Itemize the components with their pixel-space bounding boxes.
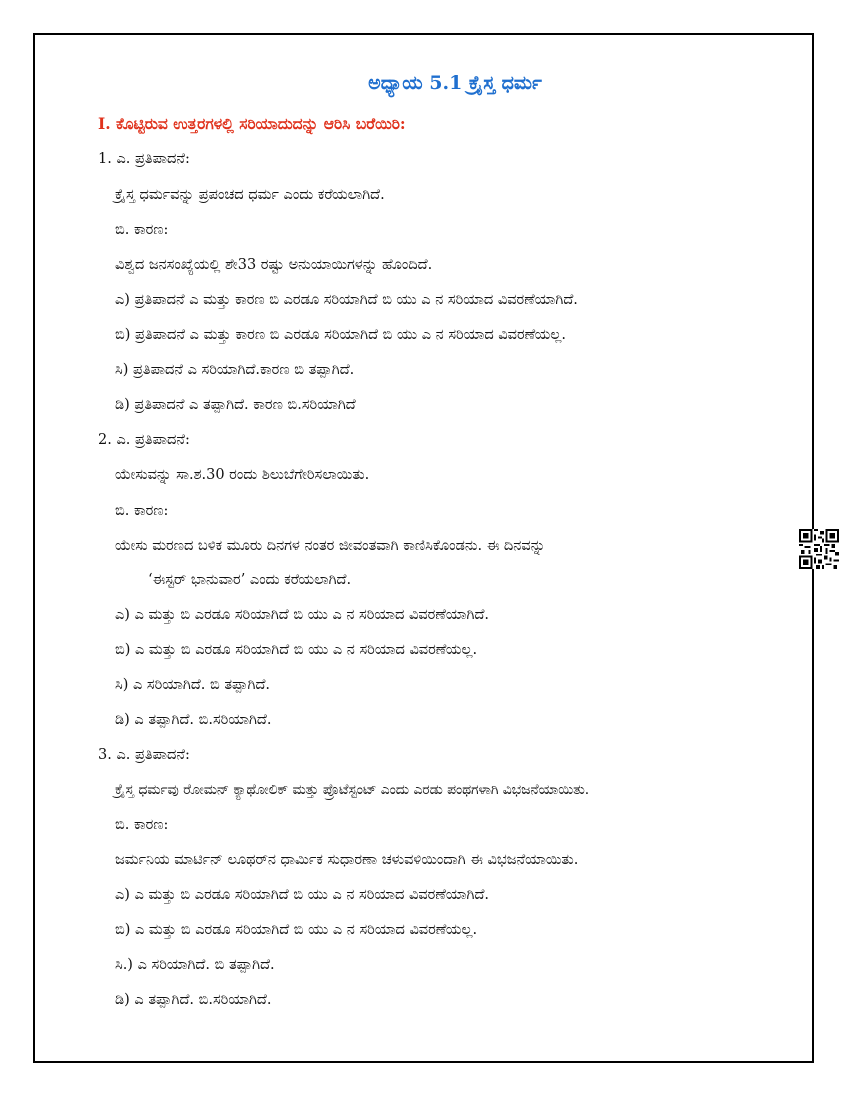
question-1-option-c: ಸಿ) ಪ್ರತಿಪಾದನೆ ಎ ಸರಿಯಾಗಿದೆ.ಕಾರಣ ಬಿ ತಪ್ಪಾಗಿದೆ. [115, 362, 355, 378]
instruction-text: I. ಕೊಟ್ಟಿರುವ ಉತ್ತರಗಳಲ್ಲಿ ಸರಿಯಾದುದನ್ನು ಆರಿಸಿ ಬರೆಯಿರಿ: [98, 114, 406, 133]
question-3-option-d: ಡಿ) ಎ ತಪ್ಪಾಗಿದೆ. ಬಿ.ಸರಿಯಾಗಿದೆ. [115, 992, 272, 1008]
question-3-option-c: ಸಿ.) ಎ ಸರಿಯಾಗಿದೆ. ಬಿ ತಪ್ಪಾಗಿದೆ. [115, 957, 275, 973]
question-1-assertion: ಕ್ರೈಸ್ತ ಧರ್ಮವನ್ನು ಪ್ರಪಂಚದ ಧರ್ಮ ಎಂದು ಕರೆಯಲಾಗಿದೆ. [115, 187, 385, 203]
question-2-reason: ಯೇಸು ಮರಣದ ಬಳಿಕ ಮೂರು ದಿನಗಳ ನಂತರ ಜೀವಂತವಾಗಿ ಕಾಣಿಸಿಕೊಂಡನು. ಈ ದಿನವನ್ನು [115, 538, 546, 554]
question-2-reason-label: ಬಿ. ಕಾರಣ: [115, 503, 169, 519]
question-1-option-d: ಡಿ) ಪ್ರತಿಪಾದನೆ ಎ ತಪ್ಪಾಗಿದೆ. ಕಾರಣ ಬಿ.ಸರಿಯಾಗಿದೆ [115, 397, 356, 413]
question-2-option-c: ಸಿ) ಎ ಸರಿಯಾಗಿದೆ. ಬಿ ತಪ್ಪಾಗಿದೆ. [115, 677, 271, 693]
question-1-option-b: ಬಿ) ಪ್ರತಿಪಾದನೆ ಎ ಮತ್ತು ಕಾರಣ ಬಿ ಎರಡೂ ಸರಿಯಾಗಿದೆ ಬಿ ಯು ಎ ನ ಸರಿಯಾದ ವಿವರಣೆಯಲ್ಲ. [115, 327, 566, 343]
question-1-reason-label: ಬಿ. ಕಾರಣ: [115, 222, 169, 238]
question-2-option-a: ಎ) ಎ ಮತ್ತು ಬಿ ಎರಡೂ ಸರಿಯಾಗಿದೆ ಬಿ ಯು ಎ ನ ಸರಿಯಾದ ವಿವರಣೆಯಾಗಿದೆ. [115, 607, 490, 623]
chapter-title: ಅಧ್ಯಾಯ 5.1 ಕ್ರೈಸ್ತ ಧರ್ಮ [368, 72, 542, 94]
question-3-assertion: ಕ್ರೈಸ್ತ ಧರ್ಮವು ರೋಮನ್ ಕ್ಯಾಥೋಲಿಕ್ ಮತ್ತು ಪ್ರೊಟೆಸ್ಟಂಟ್ ಎಂದು ಎರಡು ಪಂಥಗಳಾಗಿ ವಿಭಜನೆಯಾಯಿತು. [115, 782, 590, 798]
question-2-option-d: ಡಿ) ಎ ತಪ್ಪಾಗಿದೆ. ಬಿ.ಸರಿಯಾಗಿದೆ. [115, 712, 272, 728]
question-3-heading: 3. ಎ. ಪ್ರತಿಪಾದನೆ: [98, 747, 190, 763]
question-2-assertion: ಯೇಸುವನ್ನು ಸಾ.ಶ.30 ರಂದು ಶಿಲುಬೆಗೇರಿಸಲಾಯಿತು. [115, 467, 370, 483]
question-3-reason: ಜರ್ಮನಿಯ ಮಾರ್ಟಿನ್ ಲೂಥರ್‌ನ ಧಾರ್ಮಿಕ ಸುಧಾರಣಾ ಚಳುವಳಿಯಿಂದಾಗಿ ಈ ವಿಭಜನೆಯಾಯಿತು. [115, 852, 579, 868]
question-2-option-b: ಬಿ) ಎ ಮತ್ತು ಬಿ ಎರಡೂ ಸರಿಯಾಗಿದೆ ಬಿ ಯು ಎ ನ ಸರಿಯಾದ ವಿವರಣೆಯಲ್ಲ. [115, 642, 478, 658]
question-1-reason: ವಿಶ್ವದ ಜನಸಂಖ್ಯೆಯಲ್ಲಿ ಶೇ33 ರಷ್ಟು ಅನುಯಾಯಿಗಳನ್ನು ಹೊಂದಿದೆ. [115, 257, 433, 273]
qr-code-icon [799, 529, 839, 569]
question-3-reason-label: ಬಿ. ಕಾರಣ: [115, 817, 169, 833]
question-1-heading: 1. ಎ. ಪ್ರತಿಪಾದನೆ: [98, 151, 190, 167]
question-2-heading: 2. ಎ. ಪ್ರತಿಪಾದನೆ: [98, 432, 190, 448]
question-1-option-a: ಎ) ಪ್ರತಿಪಾದನೆ ಎ ಮತ್ತು ಕಾರಣ ಬಿ ಎರಡೂ ಸರಿಯಾಗಿದೆ ಬಿ ಯು ಎ ನ ಸರಿಯಾದ ವಿವರಣೆಯಾಗಿದೆ. [115, 292, 578, 308]
question-3-option-b: ಬಿ) ಎ ಮತ್ತು ಬಿ ಎರಡೂ ಸರಿಯಾಗಿದೆ ಬಿ ಯು ಎ ನ ಸರಿಯಾದ ವಿವರಣೆಯಲ್ಲ. [115, 922, 478, 938]
question-2-reason-continued: ‘ಈಸ್ಟರ್ ಭಾನುವಾರ’ ಎಂದು ಕರೆಯಲಾಗಿದೆ. [148, 572, 352, 588]
question-3-option-a: ಎ) ಎ ಮತ್ತು ಬಿ ಎರಡೂ ಸರಿಯಾಗಿದೆ ಬಿ ಯು ಎ ನ ಸರಿಯಾದ ವಿವರಣೆಯಾಗಿದೆ. [115, 887, 490, 903]
